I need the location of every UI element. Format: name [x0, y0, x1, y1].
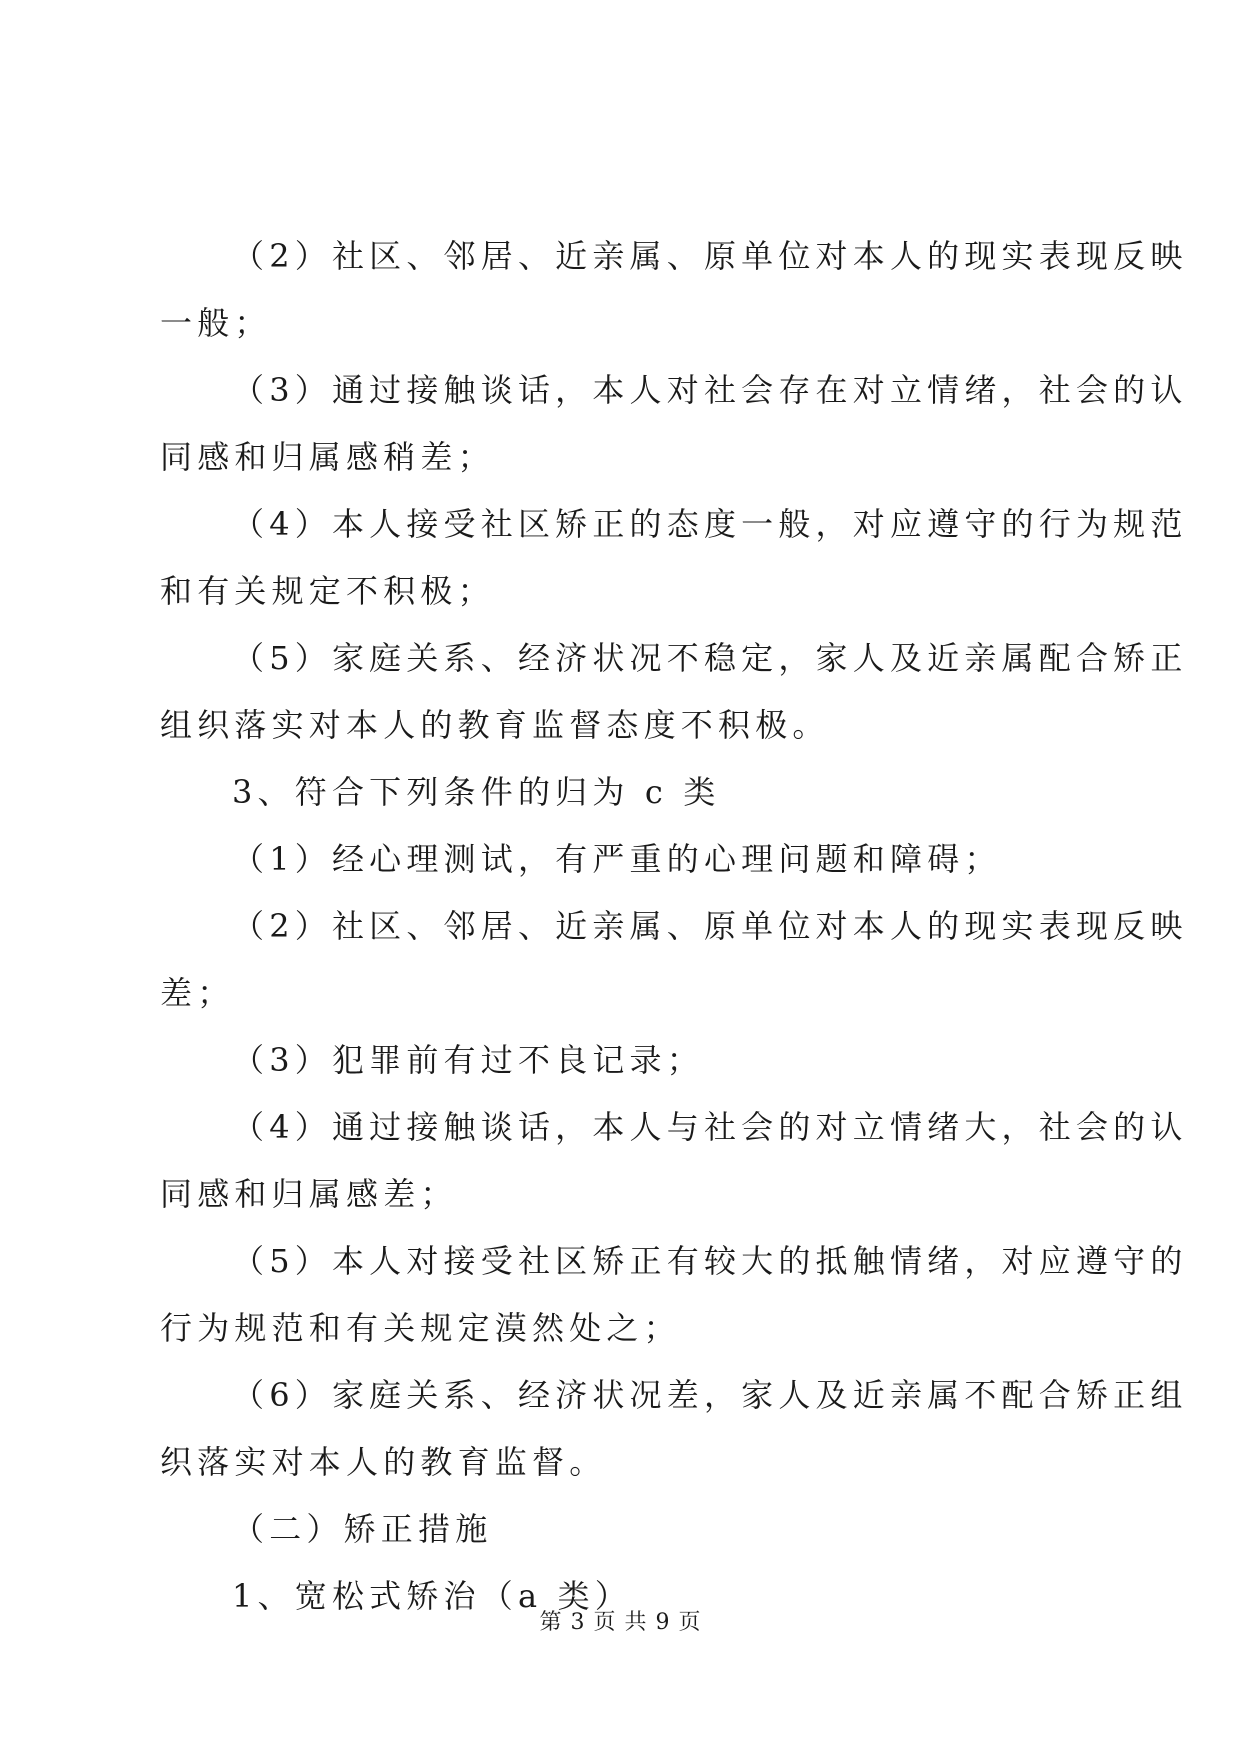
- text-line: 一般；: [160, 304, 272, 342]
- text-line: 同感和归属感稍差；: [160, 438, 495, 476]
- text-line: （4）通过接触谈话，本人与社会的对立情绪大，社会的认: [232, 1108, 1188, 1146]
- text-line: （2）社区、邻居、近亲属、原单位对本人的现实表现反映: [232, 237, 1188, 275]
- text-line: 差；: [160, 974, 235, 1012]
- text-line: （5）家庭关系、经济状况不稳定，家人及近亲属配合矫正: [232, 639, 1188, 677]
- text-line: （3）通过接触谈话，本人对社会存在对立情绪，社会的认: [232, 371, 1188, 409]
- section-heading: （二）矫正措施: [232, 1510, 493, 1548]
- text-line: （1）经心理测试，有严重的心理问题和障碍；: [232, 840, 1002, 878]
- text-line: 组织落实对本人的教育监督态度不积极。: [160, 706, 830, 744]
- text-line: （4）本人接受社区矫正的态度一般，对应遵守的行为规范: [232, 505, 1188, 543]
- text-line: 同感和归属感差；: [160, 1175, 458, 1213]
- page-indicator: 第 3 页 共 9 页: [539, 1610, 702, 1635]
- text-line: （3）犯罪前有过不良记录；: [232, 1041, 704, 1079]
- text-line: （6）家庭关系、经济状况差，家人及近亲属不配合矫正组: [232, 1376, 1188, 1414]
- text-line: （5）本人对接受社区矫正有较大的抵触情绪，对应遵守的: [232, 1242, 1188, 1280]
- text-line: 织落实对本人的教育监督。: [160, 1443, 607, 1481]
- text-line: 行为规范和有关规定漠然处之；: [160, 1309, 681, 1347]
- section-heading: 3、符合下列条件的归为 c 类: [232, 773, 721, 811]
- section-heading: 1、宽松式矫治（a 类）: [232, 1577, 633, 1615]
- text-line: 和有关规定不积极；: [160, 572, 495, 610]
- text-line: （2）社区、邻居、近亲属、原单位对本人的现实表现反映: [232, 907, 1188, 945]
